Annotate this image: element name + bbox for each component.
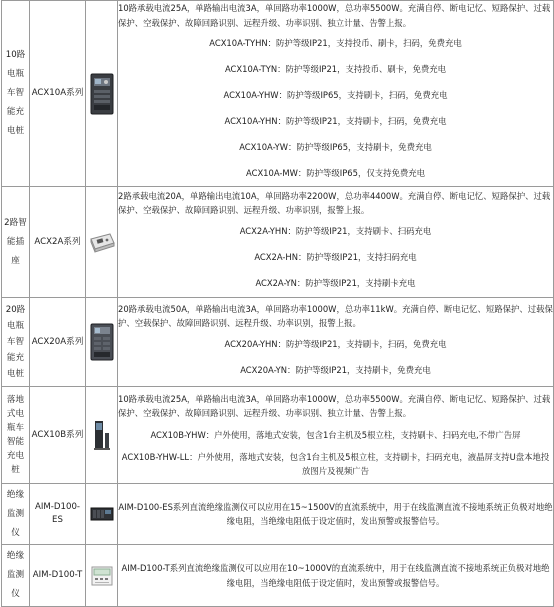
- floor-standing-charger-icon: [92, 419, 112, 451]
- model-item: ACX10B-YHW：户外使用，落地式安装，包含1台主机及5根立柱，支持刷卡、扫码充电,不带广告屏: [150, 429, 521, 440]
- description-text: 2路承载电流20A，单路输出电流10A，单回路功率2200W，总功率4400W。充满自停、断电记忆、短路保护、过载保护、空载保护、故障回路识别、远程升级、功率识别，报警上报。: [118, 190, 551, 215]
- description-cell: [118, 187, 554, 298]
- table-row: [2, 187, 554, 298]
- charging-pile-cabinet-icon: [89, 72, 115, 116]
- name-line: 20路: [5, 305, 26, 315]
- name-line: 2路智: [4, 217, 27, 228]
- name-line: 监测: [6, 570, 25, 580]
- model-item: ACX20A-YHN：防护等级IP21，支持刷卡，扫码，免费充电: [224, 338, 447, 349]
- name-line: 式电: [6, 409, 25, 419]
- model-item: ACX2A-HN：防护等级IP21，支持扫码充电: [254, 251, 417, 262]
- insulation-monitor-panel-icon: [90, 565, 114, 587]
- name-line: 能充: [6, 353, 25, 363]
- table-row: [2, 387, 554, 484]
- description-text: AIM-D100-T系列直流绝缘监测仪可以应用在10~1000V的直流系统中，用于在线监测直流不接地系统正负极对地绝缘电阻，当绝缘电阻低于设定值时，发出预警或报警信号。: [121, 563, 550, 588]
- name-line: 电瓶: [6, 69, 25, 79]
- series-cell: AIM-D100-T: [30, 545, 86, 607]
- product-image-cell: [86, 545, 118, 607]
- name-line: 电桩: [6, 126, 25, 136]
- table-row: [2, 545, 554, 607]
- name-line: 绝缘: [6, 551, 25, 561]
- table-row: [2, 298, 554, 387]
- smart-socket-icon: [88, 231, 116, 253]
- model-item: ACX10A-YHN：防护等级IP21，支持刷卡，扫码，免费充电: [224, 116, 447, 126]
- product-name-cell: [2, 1, 30, 187]
- name-line: 仪: [11, 527, 20, 538]
- name-line: 桩: [11, 465, 20, 475]
- series-cell: AIM-D100-ES: [30, 484, 86, 545]
- name-line: 落地: [6, 395, 25, 405]
- name-line: 能充: [6, 107, 25, 117]
- description-cell: [118, 1, 554, 187]
- product-name-cell: [2, 387, 30, 484]
- model-item: ACX20A-YN：防护等级IP21，支持刷卡，免费充电: [240, 364, 431, 375]
- product-image-cell: [86, 1, 118, 187]
- description-cell: [118, 298, 554, 387]
- name-line: 监测: [6, 508, 25, 519]
- name-line: 绝缘: [6, 489, 25, 500]
- model-item: ACX10A-TYN：防护等级IP21，支持投币、刷卡，免费充电: [224, 64, 447, 74]
- product-image-cell: [86, 187, 118, 298]
- description-text: 10路承载电流25A，单路输出电流3A，单回路功率1000W，总功率5500W。充满自停、断电记忆、短路保护、过载保护、空载保护、故障回路识别、远程升级、功率识别、独立计量、告警上报。: [118, 393, 551, 418]
- name-line: 仪: [11, 589, 20, 599]
- name-line: 座: [11, 255, 20, 266]
- model-list: [118, 30, 553, 186]
- name-line: 电瓶: [6, 321, 25, 331]
- model-item: ACX10A-YHW：防护等级IP65，支持刷卡，扫码，免费充电: [223, 90, 448, 100]
- series-cell: ACX20A系列: [30, 298, 86, 387]
- table-row: [2, 484, 554, 545]
- model-item: ACX10B-YHW-LL：户外使用，落地式安装，包含1台主机及5根立柱，支持刷卡，扫码充电，液晶屏支持U盘本地投放图片及视频广告: [121, 451, 550, 476]
- model-list: [118, 218, 553, 296]
- product-name-cell: [2, 484, 30, 545]
- series-cell: ACX10A系列: [30, 1, 86, 187]
- charging-pile-cabinet-icon: [89, 322, 115, 362]
- description-cell: [118, 387, 554, 484]
- model-item: ACX10A-TYHN：防护等级IP21，支持投币、刷卡，扫码，免费充电: [209, 38, 462, 48]
- description-text: 10路承载电流25A，单路输出电流3A，单回路功率1000W，总功率5500W。充满自停、断电记忆、短路保护、过载保护、空载保护、故障回路识别、远程升级、功率识别、独立计量、告警上报。: [118, 3, 551, 28]
- table-row: [2, 1, 554, 187]
- product-name-cell: [2, 545, 30, 607]
- model-list: [118, 421, 553, 479]
- model-item: ACX2A-YN：防护等级IP21，支持刷卡充电: [255, 277, 416, 288]
- product-image-cell: [86, 387, 118, 484]
- description-cell: [118, 484, 554, 545]
- product-image-cell: [86, 484, 118, 545]
- model-item: ACX10A-MW：防护等级IP65，仅支持免费充电: [246, 168, 425, 178]
- insulation-monitor-din-icon: [89, 506, 115, 522]
- description-text: 20路承载电流50A，单路输出电流3A，单回路功率1000W，总功率11kW。充满自停、断电记忆、短路保护、过载保护、空载保护、故障回路识别、远程升级、功率识别，报警上报。: [118, 303, 553, 328]
- series-cell: ACX10B系列: [30, 387, 86, 484]
- product-image-cell: [86, 298, 118, 387]
- name-line: 车智: [6, 88, 25, 98]
- name-line: 车智: [6, 337, 25, 347]
- name-line: 智能: [6, 437, 25, 447]
- name-line: 充电: [6, 451, 25, 461]
- name-line: 10路: [5, 50, 26, 60]
- name-line: 能插: [6, 236, 25, 247]
- name-line: 瓶车: [6, 423, 25, 433]
- model-list: [118, 331, 553, 383]
- model-item: ACX10A-YW：防护等级IP65，支持刷卡，免费充电: [239, 142, 432, 152]
- model-item: ACX2A-YHN：防护等级IP21，支持刷卡、扫码充电: [239, 225, 432, 236]
- product-name-cell: [2, 187, 30, 298]
- product-name-cell: [2, 298, 30, 387]
- description-text: AIM-D100-ES系列直流绝缘监测仪可以应用在15~1500V的直流系统中，用于在线监测直流不接地系统正负极对地绝缘电阻，当绝缘电阻低于设定值时，发出预警或报警信号。: [118, 501, 553, 526]
- series-cell: ACX2A系列: [30, 187, 86, 298]
- name-line: 电桩: [6, 369, 25, 379]
- product-spec-table: [1, 0, 554, 607]
- description-cell: [118, 545, 554, 607]
